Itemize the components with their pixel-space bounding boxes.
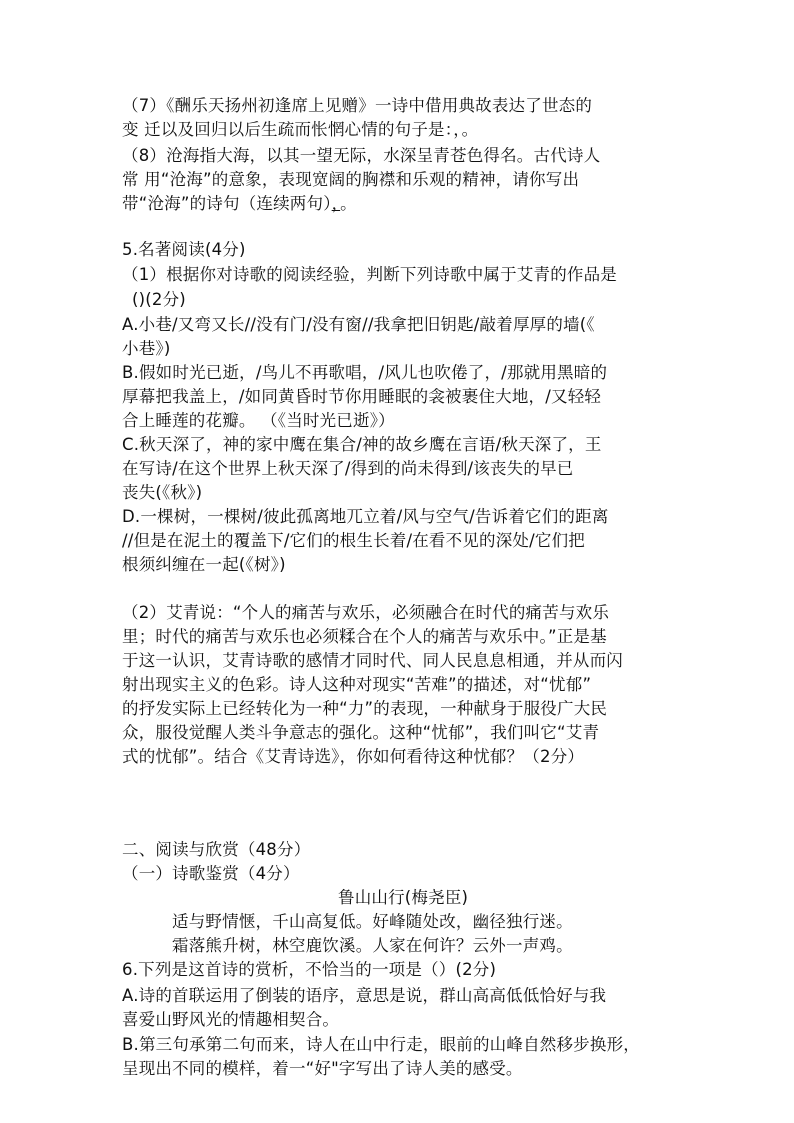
- q5-option-c-line-1: C.秋天深了，神的家中鹰在集合/神的故乡鹰在言语/秋天深了，王: [122, 435, 602, 454]
- q6-stem: 6.下列是这首诗的赏析，不恰当的一项是（）(2分): [122, 960, 497, 979]
- poem-title: 鲁山山行(梅尧臣): [338, 888, 469, 907]
- q8-line-1: （8）沧海指大海，以其一望无际，水深呈青苍色得名。古代诗人: [122, 146, 601, 165]
- q7-line-2: 变 迁以及回归以后生疏而怅惘心情的句子是：，。: [122, 120, 479, 139]
- q5-option-c-line-3: 丧失(《秋》): [122, 483, 203, 502]
- q5-part2-line-3: 于这一认识，艾青诗歌的感情才同时代、同人民息息相通，并从而闪: [122, 651, 623, 670]
- q5-option-a-line-1: A.小巷/又弯又长//没有门/没有窗//我拿把旧钥匙/敲着厚厚的墙(《: [122, 315, 595, 334]
- q5-option-d-line-1: D.一棵树，一棵树/彼此孤离地兀立着/风与空气/告诉着它们的距离: [122, 507, 609, 526]
- q5-option-b-line-3: 合上睡莲的花瓣。 （《当时光已逝》）: [122, 411, 395, 430]
- q5-part2-line-1: （2）艾青说：“个人的痛苦与欢乐，必须融合在时代的痛苦与欢乐: [122, 603, 610, 622]
- q5-option-d-line-2: //但是在泥土的覆盖下/它们的根生长着/在看不见的深处/它们把: [122, 531, 585, 550]
- q8-line-3-prefix: 带“沧海”的诗句（连续两句）: [122, 194, 332, 213]
- q5-title: 5.名著阅读(4分): [122, 240, 246, 259]
- q8-answer-blank[interactable]: ，: [331, 194, 341, 213]
- q5-option-c-line-2: 在写诗/在这个世界上秋天深了/得到的尚未得到/该丧失的早已: [122, 459, 574, 478]
- q6-option-b-line-2: 呈现出不同的模样，着一“好"字写出了诗人美的感受。: [122, 1059, 523, 1078]
- q8-line-3-suffix: 。: [340, 194, 357, 213]
- q7-line-1: （7）《酬乐天扬州初逢席上见赠》一诗中借用典故表达了世态的: [122, 96, 593, 115]
- q5-option-b-line-1: B.假如时光已逝，/鸟儿不再歌唱，/风儿也吹倦了，/那就用黑暗的: [122, 363, 608, 382]
- q5-option-b-line-2: 厚幕把我盖上，/如同黄昏时节你用睡眠的衾被裹住大地，/又轻轻: [122, 387, 602, 406]
- q5-part2-line-6: 众，服役觉醒人类斗争意志的强化。这种“忧郁”，我们叫它“艾青: [122, 723, 600, 742]
- q6-option-b-line-1: B.第三句承第二句而来，诗人在山中行走，眼前的山峰自然移步换形，: [122, 1035, 640, 1054]
- q6-option-a-line-1: A.诗的首联运用了倒装的语序，意思是说，群山高高低低恰好与我: [122, 986, 607, 1005]
- q8-line-2: 常 用“沧海”的意象，表现宽阔的胸襟和乐观的精神，请你写出: [122, 170, 580, 189]
- q5-option-d-line-3: 根须纠缠在一起(《树》): [122, 555, 286, 574]
- poem-line-2: 霜落熊升树，林空鹿饮溪。人家在何许？云外一声鸡。: [172, 936, 573, 955]
- section-2-sub-1: （一）诗歌鉴赏（4分）: [122, 864, 300, 883]
- q5-part1-line-2: ()(2分): [132, 290, 186, 309]
- section-2-title: 二、阅读与欣赏（48分）: [122, 840, 311, 859]
- q5-part2-line-5: 的抒发实际上已经转化为一种“力”的表现，一种献身于服役广大民: [122, 699, 608, 718]
- q5-part1-line-1: （1）根据你对诗歌的阅读经验，判断下列诗歌中属于艾青的作品是: [122, 265, 617, 284]
- q5-option-a-line-2: 小巷》): [122, 339, 171, 358]
- q5-part2-line-2: 里；时代的痛苦与欢乐也必须糅合在个人的痛苦与欢乐中。”正是基: [122, 627, 607, 646]
- q6-option-a-line-2: 喜爱山野风光的情趣相契合。: [122, 1010, 340, 1029]
- poem-line-1: 适与野情惬，千山高复低。好峰随处改，幽径独行迷。: [172, 912, 573, 931]
- q5-part2-line-7: 式的忧郁”。结合《艾青诗选》，你如何看待这种忧郁？（2分）: [122, 747, 585, 766]
- q8-line-3: [122, 192, 357, 216]
- q5-part2-line-4: 射出现实主义的色彩。诗人这种对现实“苦难”的描述，对“忧郁”: [122, 675, 592, 694]
